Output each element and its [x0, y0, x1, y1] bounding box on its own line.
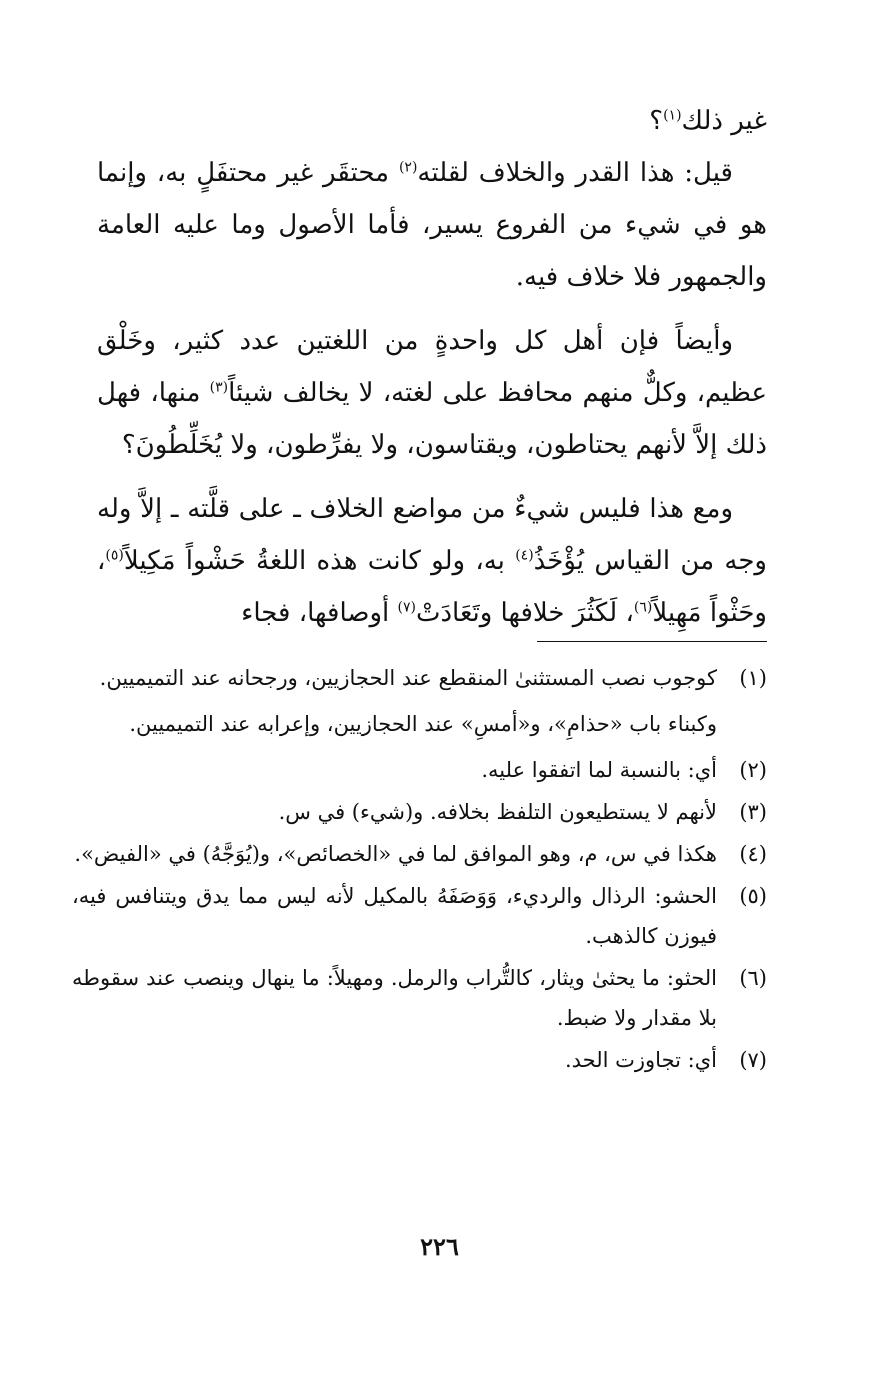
footnote-number: (٤)	[739, 842, 767, 866]
text-span: ؟	[649, 106, 664, 136]
footnote-number: (٧)	[739, 1048, 767, 1072]
text-span: أوصافها، فجاء	[241, 598, 398, 628]
footnote-ref-7[interactable]: (٧)	[397, 599, 416, 616]
footnote-text: أي: تجاوزت الحد.	[564, 1048, 717, 1072]
text-span: به، ولو كانت هذه اللغةُ حَشْواً مَكِيلاً	[123, 546, 516, 576]
text-span: قيل: هذا القدر والخلاف لقلته	[417, 158, 733, 188]
paragraph-3	[97, 315, 767, 471]
footnotes	[72, 658, 767, 1082]
footnote-text: الحثو: ما يحثىٰ ويثار، كالتُّراب والرمل. ومهيلاً: ما ينهال وينصب عند سقوطه بلا مقدار ولا ضبط.	[72, 966, 717, 1030]
footnote-2	[72, 750, 767, 790]
paragraph-1	[97, 95, 767, 147]
footnote-text: الحشو: الرذال والرديء، وَوَصَفَهُ بالمكيل لأنه ليس مما يدق ويتنافس فيه، فيوزن كالذهب.	[72, 884, 717, 948]
main-text	[97, 95, 767, 651]
footnote-text: هكذا في س، م، وهو الموافق لما في «الخصائص»، و(يُوَجَّهُ) في «الفيض».	[74, 842, 717, 866]
paragraph-4	[97, 483, 767, 639]
footnote-ref-2[interactable]: (٢)	[398, 159, 418, 176]
footnote-ref-3[interactable]: (٣)	[209, 379, 229, 396]
text-span: غير ذلك	[681, 106, 767, 136]
page-number: ٢٢٦	[420, 1232, 459, 1261]
footnote-number: (١)	[739, 666, 767, 690]
footnote-number: (٢)	[739, 758, 767, 782]
footnote-4	[72, 834, 767, 874]
footnote-separator	[537, 641, 767, 642]
footnote-3	[72, 792, 767, 832]
footnote-1	[72, 658, 767, 698]
footnote-6	[72, 958, 767, 1038]
footnote-ref-5[interactable]: (٥)	[105, 547, 124, 564]
text-span: وأيضاً فإن أهل كل واحدةٍ من اللغتين عدد كثير، وخَلْق عظيم، وكلٌّ منهم محافظ على لغته، لا يخالف شيئاً	[97, 326, 767, 408]
footnote-ref-4[interactable]: (٤)	[515, 547, 534, 564]
footnote-text: لأنهم لا يستطيعون التلفظ بخلافه. و(شيء) في س.	[278, 800, 717, 824]
footnote-ref-1[interactable]: (١)	[663, 107, 682, 124]
footnote-5	[72, 876, 767, 956]
text-span: محتقَر غير محتفَلٍ به، وإنما هو في شيء من الفروع يسير، فأما الأصول وما عليه العامة والجمهور فلا خلاف فيه.	[97, 158, 768, 292]
paragraph-2	[97, 147, 767, 303]
footnote-text: أي: بالنسبة لما اتفقوا عليه.	[481, 758, 717, 782]
footnote-number: (٦)	[739, 966, 767, 990]
text-span: ، وحَثْواً مَهِيلاً	[97, 546, 767, 628]
footnote-1-continuation: وكبناء باب «حذامِ»، و«أمسِ» عند الحجازيين، وإعرابه عند التميميين.	[129, 712, 717, 736]
text-span: منها، فهل ذلك إلاَّ لأنهم يحتاطون، ويقتاسون، ولا يفرِّطون، ولا يُخَلِّطُونَ؟	[97, 378, 767, 460]
text-span: ، لَكَثُرَ خلافها وتَعَادَتْ	[415, 598, 634, 628]
footnote-text: كوجوب نصب المستثنىٰ المنقطع عند الحجازيين، ورجحانه عند التميميين.	[99, 666, 717, 690]
text-span: ومع هذا فليس شيءٌ من مواضع الخلاف ـ على قلَّته ـ إلاَّ وله وجه من القياس يُؤْخَذُ	[97, 494, 767, 576]
footnote-number: (٣)	[739, 800, 767, 824]
footnote-7	[72, 1040, 767, 1080]
footnote-number: (٥)	[739, 884, 767, 908]
footnote-ref-6[interactable]: (٦)	[633, 599, 653, 616]
